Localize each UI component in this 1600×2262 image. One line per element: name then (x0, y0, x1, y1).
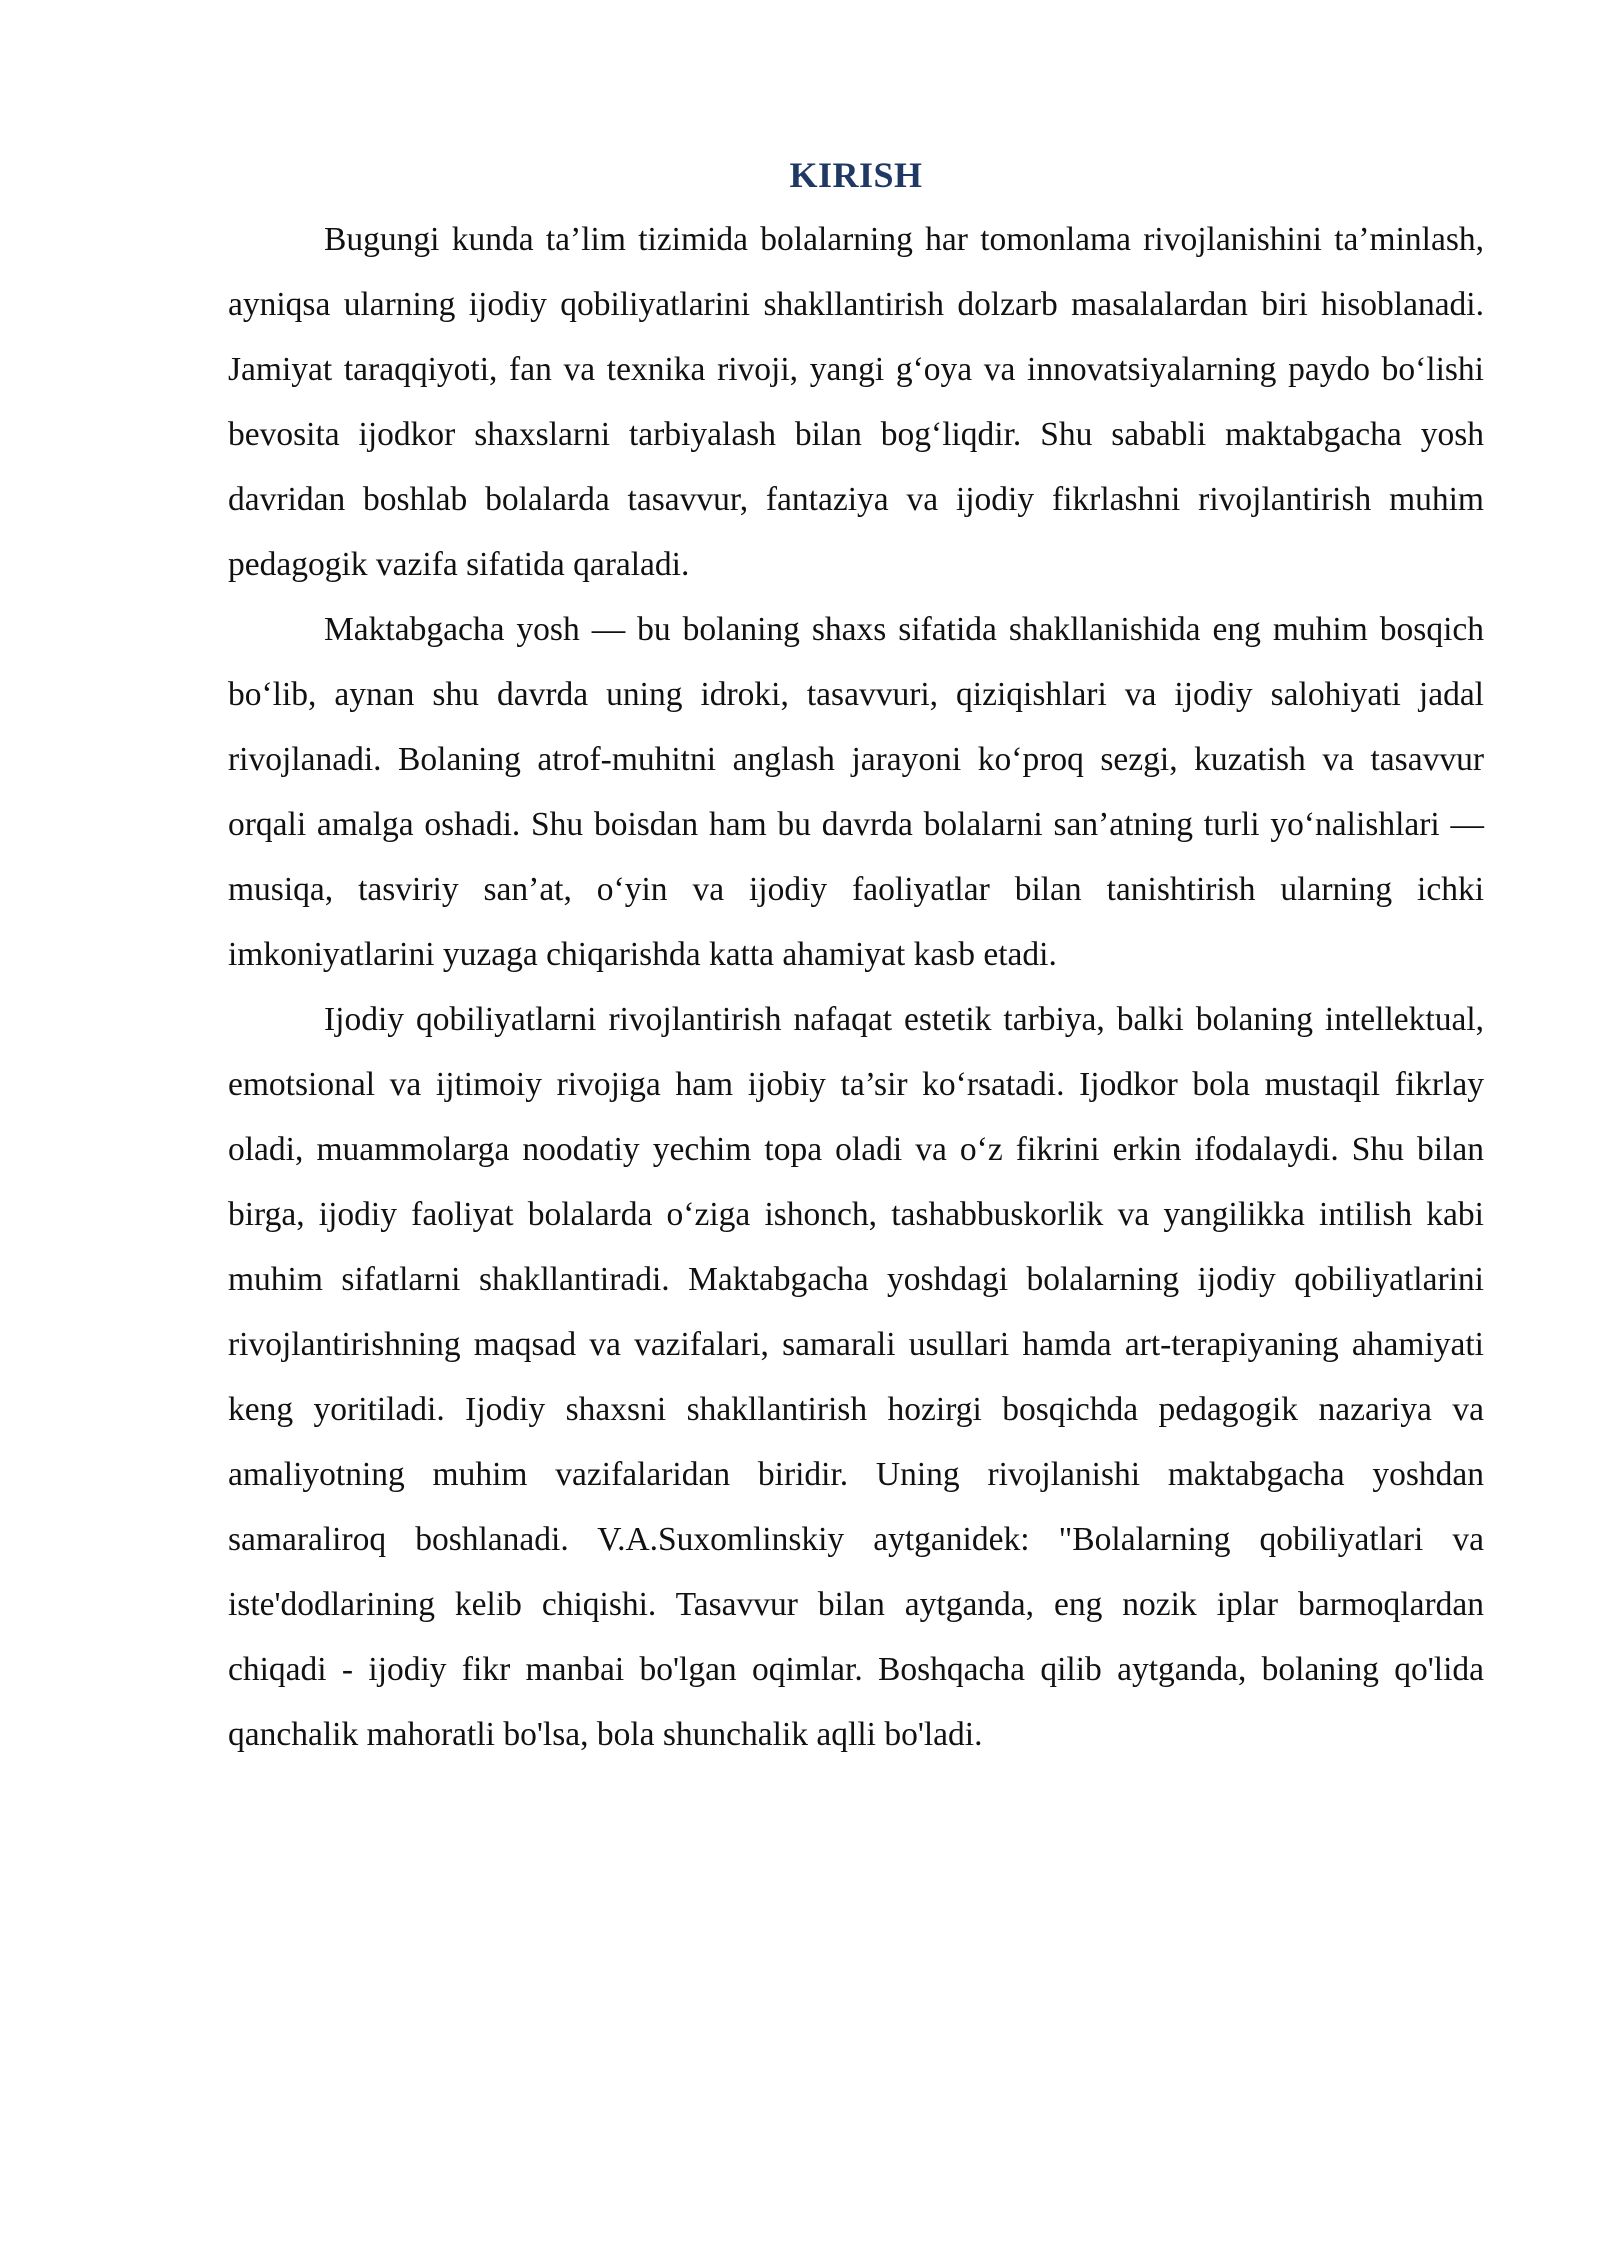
document-page (228, 145, 1484, 1767)
section-heading: KIRISH (789, 155, 923, 195)
paragraph-creative-abilities: Ijodiy qobiliyatlarni rivojlantirish nafaqat estetik tarbiya, balki bolaning intellektual, emotsional va ijtimoiy rivojiga ham ijobiy ta’sir ko‘rsatadi. Ijodkor bola mustaqil fikrlay oladi, muammolarga noodatiy yechim topa oladi va o‘z fikrini erkin ifodalaydi. Shu bilan birga, ijodiy faoliyat bolalarda o‘ziga ishonch, tashabbuskorlik va yangilikka intilish kabi muhim sifatlarni shakllantiradi. Maktabgacha yoshdagi bolalarning ijodiy qobiliyatlarini rivojlantirishning maqsad va vazifalari, samarali usullari hamda art-terapiyaning ahamiyati keng yoritiladi. Ijodiy shaxsni shakllantirish hozirgi bosqichda pedagogik nazariya va amaliyotning muhim vazifalaridan biridir. Uning rivojlanishi maktabgacha yoshdan samaraliroq boshlanadi. V.A.Suxomlinskiy aytganidek: "Bolalarning qobiliyatlari va iste'dodlarining kelib chiqishi. Tasavvur bilan aytganda, eng nozik iplar barmoqlardan chiqadi - ijodiy fikr manbai bo'lgan oqimlar. Boshqacha qilib aytganda, bolaning qo'lida qanchalik mahoratli bo'lsa, bola shunchalik aqlli bo'ladi. (228, 1001, 1484, 1753)
paragraph-preschool-age: Maktabgacha yosh — bu bolaning shaxs sifatida shakllanishida eng muhim bosqich bo‘lib, aynan shu davrda uning idroki, tasavvuri, qiziqishlari va ijodiy salohiyati jadal rivojlanadi. Bolaning atrof-muhitni anglash jarayoni ko‘proq sezgi, kuzatish va tasavvur orqali amalga oshadi. Shu boisdan ham bu davrda bolalarni san’atning turli yo‘nalishlari — musiqa, tasviriy san’at, o‘yin va ijodiy faoliyatlar bilan tanishtirish ularning ichki imkoniyatlarini yuzaga chiqarishda katta ahamiyat kasb etadi. (228, 611, 1484, 973)
paragraph-intro: Bugungi kunda ta’lim tizimida bolalarning har tomonlama rivojlanishini ta’minlash, ayniqsa ularning ijodiy qobiliyatlarini shakllantirish dolzarb masalalardan biri hisoblanadi. Jamiyat taraqqiyoti, fan va texnika rivoji, yangi g‘oya va innovatsiyalarning paydo bo‘lishi bevosita ijodkor shaxslarni tarbiyalash bilan bog‘liqdir. Shu sababli maktabgacha yosh davridan boshlab bolalarda tasavvur, fantaziya va ijodiy fikrlashni rivojlantirish muhim pedagogik vazifa sifatida qaraladi. (228, 221, 1484, 583)
